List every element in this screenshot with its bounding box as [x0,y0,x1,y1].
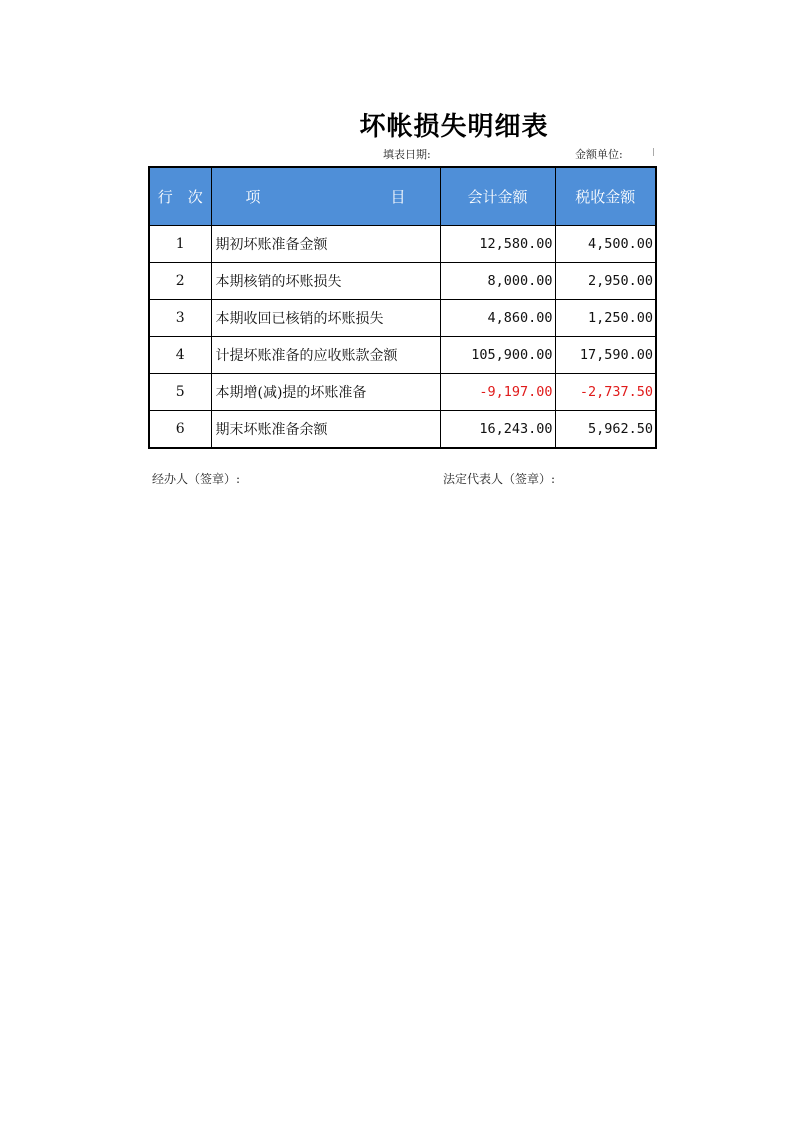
row-item: 本期收回已核销的坏账损失 [211,300,440,337]
row-tax: 17,590.00 [555,337,656,374]
table-row [149,300,656,337]
row-item: 期初坏账准备金额 [211,226,440,263]
row-tax: 1,250.00 [555,300,656,337]
header-item-right: 目 [390,188,406,206]
row-item: 计提坏账准备的应收账款金额 [211,337,440,374]
fill-date-label: 填表日期: [383,148,431,161]
table-header-row [149,167,656,226]
row-accounting: 8,000.00 [440,263,555,300]
legal-rep-signature-label: 法定代表人（签章）: [443,472,556,486]
row-no: 6 [149,411,211,449]
row-item: 本期增(减)提的坏账准备 [211,374,440,411]
row-accounting: -9,197.00 [440,374,555,411]
row-tax: 2,950.00 [555,263,656,300]
amount-unit-label: 金额单位: [575,148,623,161]
row-tax: -2,737.50 [555,374,656,411]
header-item [211,167,440,226]
header-row-no: 行 次 [149,167,211,226]
table-row [149,411,656,449]
header-item-left: 项 [245,188,261,206]
table-row [149,263,656,300]
bad-debt-table [148,166,657,449]
handler-signature-label: 经办人（签章）: [152,472,241,486]
header-accounting-amount: 会计金额 [440,167,555,226]
header-tax-amount: 税收金额 [555,167,656,226]
row-accounting: 105,900.00 [440,337,555,374]
table-row [149,226,656,263]
row-accounting: 4,860.00 [440,300,555,337]
row-tax: 4,500.00 [555,226,656,263]
row-no: 2 [149,263,211,300]
row-item: 期末坏账准备余额 [211,411,440,449]
row-no: 5 [149,374,211,411]
table-row [149,337,656,374]
row-accounting: 12,580.00 [440,226,555,263]
row-no: 1 [149,226,211,263]
cell-edge-divider [653,148,654,156]
table-row [149,374,656,411]
row-no: 4 [149,337,211,374]
row-no: 3 [149,300,211,337]
row-accounting: 16,243.00 [440,411,555,449]
row-item: 本期核销的坏账损失 [211,263,440,300]
row-tax: 5,962.50 [555,411,656,449]
page-title: 坏帐损失明细表 [359,112,549,142]
